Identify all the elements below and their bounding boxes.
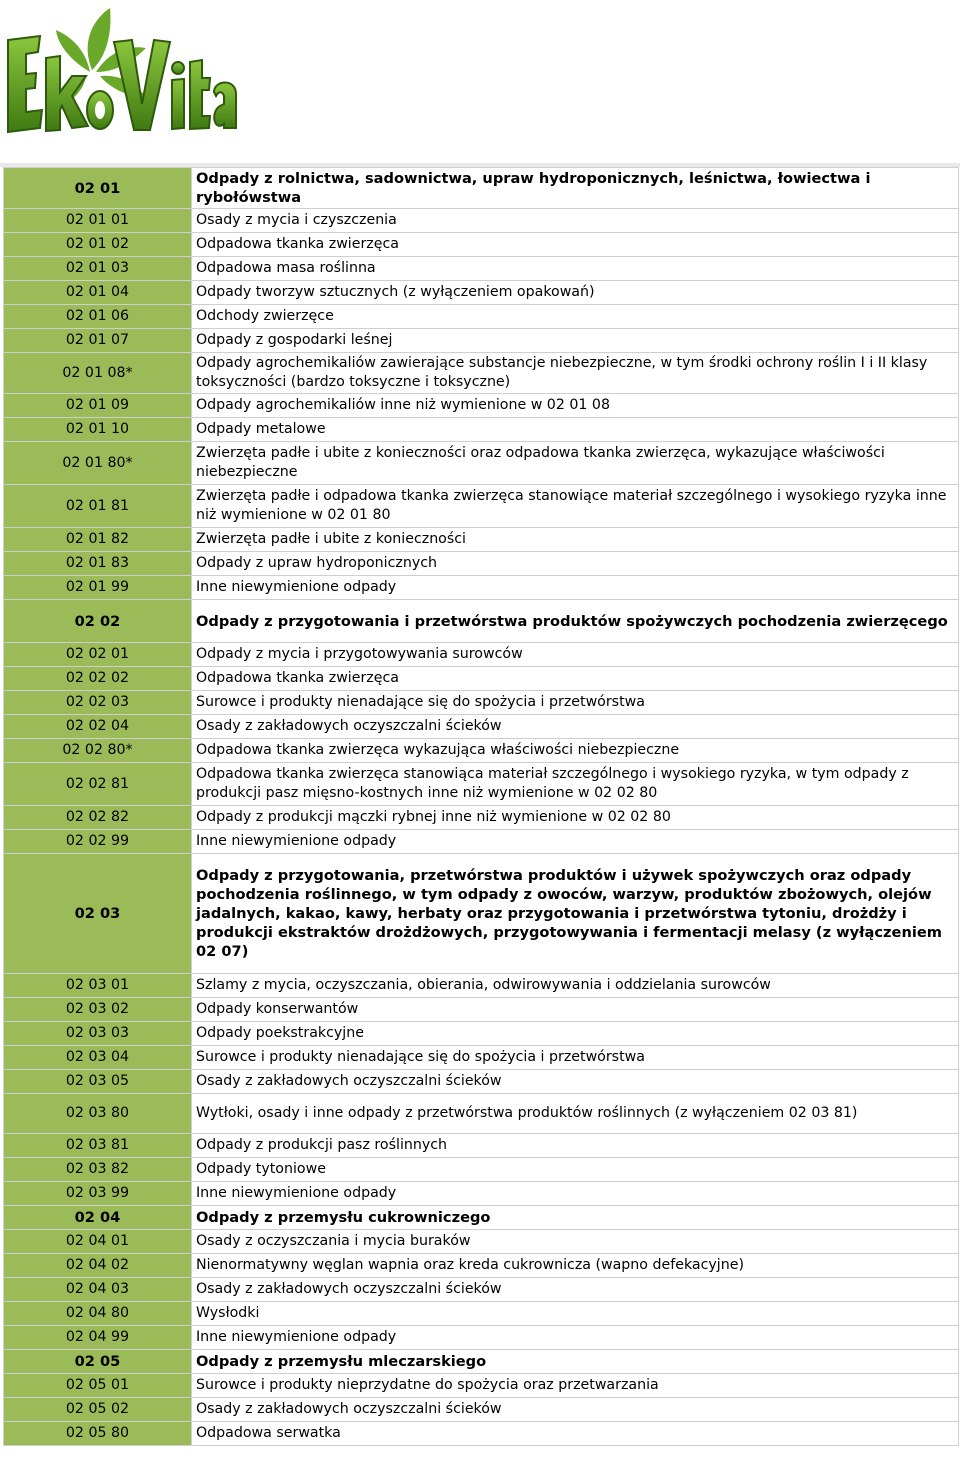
waste-code-cell: 02 01 03 xyxy=(4,257,192,281)
waste-description-cell: Odpady konserwantów xyxy=(192,998,959,1022)
waste-code-cell: 02 01 02 xyxy=(4,233,192,257)
table-row xyxy=(4,209,959,233)
waste-description-cell: Osady z zakładowych oczyszczalni ścieków xyxy=(192,715,959,739)
table-row xyxy=(4,739,959,763)
waste-code-cell: 02 05 02 xyxy=(4,1398,192,1422)
table-row xyxy=(4,442,959,485)
waste-description-cell: Surowce i produkty nieprzydatne do spożycia oraz przetwarzania xyxy=(192,1374,959,1398)
logo-o-counter xyxy=(95,101,105,119)
waste-description-cell: Zwierzęta padłe i ubite z konieczności oraz odpadowa tkanka zwierzęca, wykazujące właściwości niebezpieczne xyxy=(192,442,959,485)
table-row xyxy=(4,806,959,830)
waste-description-cell: Odpady z gospodarki leśnej xyxy=(192,329,959,353)
table-row xyxy=(4,1182,959,1206)
table-row xyxy=(4,1158,959,1182)
waste-description-cell: Osady z zakładowych oczyszczalni ścieków xyxy=(192,1278,959,1302)
category-row xyxy=(4,854,959,974)
waste-code-cell: 02 02 04 xyxy=(4,715,192,739)
waste-description-cell: Odpady z przygotowania, przetwórstwa produktów i używek spożywczych oraz odpady pochodzenia roślinnego, w tym odpady z owoców, warzyw, produktów zbożowych, olejów jadalnych, kakao, kawy, herbaty oraz przygotowania i przetwórstwa tytoniu, drożdży i produkcji ekstraktów drożdżowych, przygotowywania i fermentacji melasy (z wyłączeniem 02 07) xyxy=(192,854,959,974)
waste-code-cell: 02 01 04 xyxy=(4,281,192,305)
waste-code-cell: 02 03 xyxy=(4,854,192,974)
waste-code-cell: 02 02 03 xyxy=(4,691,192,715)
waste-code-cell: 02 03 02 xyxy=(4,998,192,1022)
table-row xyxy=(4,552,959,576)
waste-description-cell: Odpady agrochemikaliów inne niż wymienione w 02 01 08 xyxy=(192,394,959,418)
waste-description-cell: Odpady z rolnictwa, sadownictwa, upraw hydroponicznych, leśnictwa, łowiectwa i rybołówstwa xyxy=(192,168,959,209)
waste-description-cell: Inne niewymienione odpady xyxy=(192,830,959,854)
waste-code-cell: 02 01 99 xyxy=(4,576,192,600)
table-row xyxy=(4,998,959,1022)
category-row xyxy=(4,1206,959,1230)
waste-code-cell: 02 02 81 xyxy=(4,763,192,806)
waste-code-cell: 02 01 08* xyxy=(4,353,192,394)
waste-code-cell: 02 01 83 xyxy=(4,552,192,576)
waste-description-cell: Odpady z produkcji pasz roślinnych xyxy=(192,1134,959,1158)
waste-description-cell: Osady z oczyszczania i mycia buraków xyxy=(192,1230,959,1254)
waste-code-cell: 02 02 99 xyxy=(4,830,192,854)
table-row xyxy=(4,329,959,353)
waste-codes-body xyxy=(4,168,959,1446)
ekovita-logo-graphic xyxy=(0,0,240,165)
waste-description-cell: Inne niewymienione odpady xyxy=(192,1326,959,1350)
table-row xyxy=(4,1302,959,1326)
waste-code-cell: 02 03 80 xyxy=(4,1094,192,1134)
waste-code-cell: 02 03 99 xyxy=(4,1182,192,1206)
table-row xyxy=(4,974,959,998)
table-row xyxy=(4,763,959,806)
table-row xyxy=(4,1094,959,1134)
table-row xyxy=(4,1230,959,1254)
waste-description-cell: Odpadowa tkanka zwierzęca wykazująca właściwości niebezpieczne xyxy=(192,739,959,763)
table-row xyxy=(4,305,959,329)
table-row xyxy=(4,1398,959,1422)
waste-description-cell: Wytłoki, osady i inne odpady z przetwórstwa produktów roślinnych (z wyłączeniem 02 03 81) xyxy=(192,1094,959,1134)
table-row xyxy=(4,576,959,600)
waste-code-cell: 02 03 82 xyxy=(4,1158,192,1182)
waste-code-cell: 02 05 80 xyxy=(4,1422,192,1446)
waste-description-cell: Zwierzęta padłe i ubite z konieczności xyxy=(192,528,959,552)
table-row xyxy=(4,830,959,854)
waste-code-cell: 02 04 03 xyxy=(4,1278,192,1302)
waste-description-cell: Odpady metalowe xyxy=(192,418,959,442)
table-row xyxy=(4,485,959,528)
table-row xyxy=(4,353,959,394)
table-row xyxy=(4,528,959,552)
waste-code-cell: 02 03 03 xyxy=(4,1022,192,1046)
table-row xyxy=(4,418,959,442)
waste-description-cell: Odpadowa tkanka zwierzęca xyxy=(192,233,959,257)
waste-code-cell: 02 04 02 xyxy=(4,1254,192,1278)
table-row xyxy=(4,1046,959,1070)
waste-code-cell: 02 05 xyxy=(4,1350,192,1374)
waste-code-cell: 02 05 01 xyxy=(4,1374,192,1398)
table-row xyxy=(4,1070,959,1094)
table-row xyxy=(4,1278,959,1302)
table-row xyxy=(4,1374,959,1398)
waste-description-cell: Surowce i produkty nienadające się do spożycia i przetwórstwa xyxy=(192,691,959,715)
table-row xyxy=(4,394,959,418)
table-row xyxy=(4,667,959,691)
waste-description-cell: Osady z mycia i czyszczenia xyxy=(192,209,959,233)
waste-description-cell: Odpady z przemysłu mleczarskiego xyxy=(192,1350,959,1374)
waste-description-cell: Odpady z upraw hydroponicznych xyxy=(192,552,959,576)
waste-description-cell: Odpady tytoniowe xyxy=(192,1158,959,1182)
waste-code-cell: 02 01 80* xyxy=(4,442,192,485)
waste-code-cell: 02 03 81 xyxy=(4,1134,192,1158)
waste-code-cell: 02 02 82 xyxy=(4,806,192,830)
table-row xyxy=(4,1422,959,1446)
waste-description-cell: Szlamy z mycia, oczyszczania, obierania, odwirowywania i oddzielania surowców xyxy=(192,974,959,998)
table-row xyxy=(4,1022,959,1046)
waste-description-cell: Odpadowa serwatka xyxy=(192,1422,959,1446)
waste-code-cell: 02 04 xyxy=(4,1206,192,1230)
waste-code-cell: 02 02 01 xyxy=(4,643,192,667)
waste-description-cell: Osady z zakładowych oczyszczalni ścieków xyxy=(192,1398,959,1422)
waste-description-cell: Odpady z produkcji mączki rybnej inne niż wymienione w 02 02 80 xyxy=(192,806,959,830)
waste-code-cell: 02 01 10 xyxy=(4,418,192,442)
category-row xyxy=(4,168,959,209)
waste-description-cell: Surowce i produkty nienadające się do spożycia i przetwórstwa xyxy=(192,1046,959,1070)
table-row xyxy=(4,1254,959,1278)
waste-description-cell: Inne niewymienione odpady xyxy=(192,1182,959,1206)
waste-code-cell: 02 01 81 xyxy=(4,485,192,528)
waste-code-cell: 02 04 01 xyxy=(4,1230,192,1254)
waste-description-cell: Odpadowa tkanka zwierzęca stanowiąca materiał szczególnego i wysokiego ryzyka, w tym odpady z produkcji pasz mięsno-kostnych inne niż wymienione w 02 02 80 xyxy=(192,763,959,806)
category-row xyxy=(4,600,959,643)
waste-description-cell: Odpady agrochemikaliów zawierające substancje niebezpieczne, w tym środki ochrony roślin I i II klasy toksyczności (bardzo toksyczne i toksyczne) xyxy=(192,353,959,394)
category-row xyxy=(4,1350,959,1374)
waste-description-cell: Odpady z mycia i przygotowywania surowców xyxy=(192,643,959,667)
table-row xyxy=(4,1134,959,1158)
waste-code-cell: 02 03 01 xyxy=(4,974,192,998)
waste-code-cell: 02 03 04 xyxy=(4,1046,192,1070)
table-row xyxy=(4,1326,959,1350)
waste-description-cell: Odpady tworzyw sztucznych (z wyłączeniem opakowań) xyxy=(192,281,959,305)
waste-code-cell: 02 01 01 xyxy=(4,209,192,233)
ekovita-logo xyxy=(0,0,240,165)
waste-description-cell: Wysłodki xyxy=(192,1302,959,1326)
waste-code-cell: 02 04 99 xyxy=(4,1326,192,1350)
waste-codes-table xyxy=(3,167,959,1446)
waste-code-cell: 02 01 07 xyxy=(4,329,192,353)
waste-description-cell: Odpady z przygotowania i przetwórstwa produktów spożywczych pochodzenia zwierzęcego xyxy=(192,600,959,643)
table-row xyxy=(4,257,959,281)
waste-code-cell: 02 01 06 xyxy=(4,305,192,329)
waste-code-cell: 02 04 80 xyxy=(4,1302,192,1326)
waste-description-cell: Odpadowa tkanka zwierzęca xyxy=(192,667,959,691)
waste-code-cell: 02 01 82 xyxy=(4,528,192,552)
waste-description-cell: Nienormatywny węglan wapnia oraz kreda cukrownicza (wapno defekacyjne) xyxy=(192,1254,959,1278)
waste-description-cell: Odpady poekstrakcyjne xyxy=(192,1022,959,1046)
waste-description-cell: Odpady z przemysłu cukrowniczego xyxy=(192,1206,959,1230)
table-row xyxy=(4,691,959,715)
waste-code-cell: 02 02 80* xyxy=(4,739,192,763)
waste-code-cell: 02 03 05 xyxy=(4,1070,192,1094)
waste-code-cell: 02 02 xyxy=(4,600,192,643)
table-row xyxy=(4,715,959,739)
waste-code-cell: 02 02 02 xyxy=(4,667,192,691)
waste-description-cell: Osady z zakładowych oczyszczalni ścieków xyxy=(192,1070,959,1094)
table-row xyxy=(4,233,959,257)
waste-description-cell: Odchody zwierzęce xyxy=(192,305,959,329)
waste-code-cell: 02 01 xyxy=(4,168,192,209)
waste-description-cell: Odpadowa masa roślinna xyxy=(192,257,959,281)
waste-description-cell: Inne niewymienione odpady xyxy=(192,576,959,600)
table-row xyxy=(4,281,959,305)
table-row xyxy=(4,643,959,667)
waste-code-cell: 02 01 09 xyxy=(4,394,192,418)
waste-description-cell: Zwierzęta padłe i odpadowa tkanka zwierzęca stanowiące materiał szczególnego i wysokiego ryzyka inne niż wymienione w 02 01 80 xyxy=(192,485,959,528)
